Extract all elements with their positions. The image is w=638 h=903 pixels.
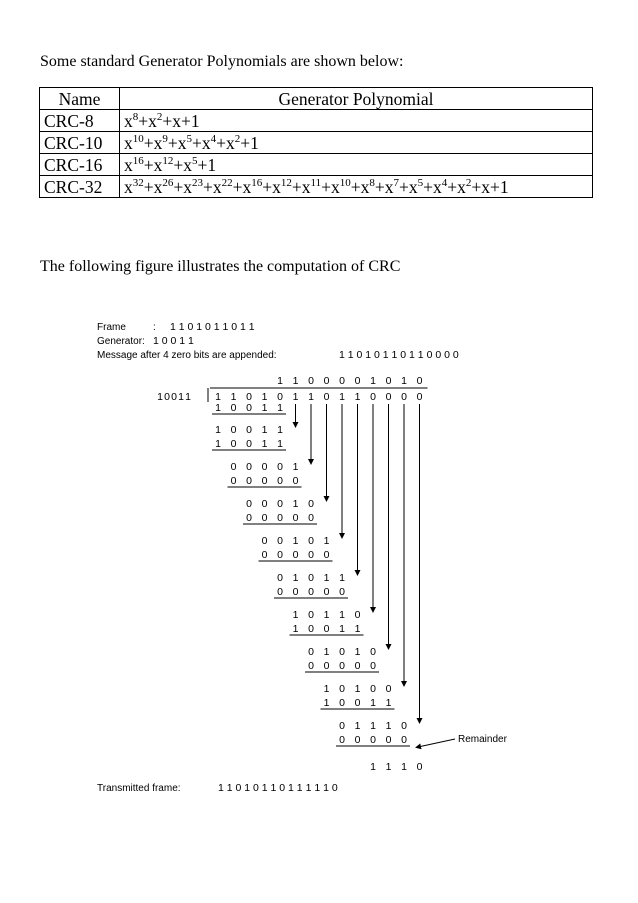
step-subtrahend-digit: 0	[292, 512, 299, 524]
step-partial-digit: 1	[354, 683, 361, 695]
dividend-digit: 0	[323, 391, 330, 403]
remainder-label: Remainder	[458, 734, 507, 745]
quotient-digit: 1	[277, 375, 283, 387]
crc-polynomial: $x^{10}+x^9+x^5+x^4+x^2+1$	[120, 132, 593, 154]
step-subtrahend-digit: 1	[292, 623, 299, 635]
step-subtrahend-digit: 0	[308, 586, 314, 598]
step-subtrahend-digit: 0	[230, 402, 237, 414]
step-subtrahend-digit: 0	[277, 586, 283, 598]
dividend-digit: 1	[354, 391, 361, 403]
step-subtrahend-digit: 0	[292, 475, 299, 487]
remainder-digit: 1	[385, 761, 392, 773]
step-partial-digit: 1	[354, 646, 361, 658]
step-subtrahend-digit: 0	[230, 475, 237, 487]
divisor-digit: 1	[157, 391, 163, 403]
crc-polynomial: $x^{16}+x^{12}+x^5+1$	[120, 154, 593, 176]
step-partial-digit: 0	[261, 461, 268, 473]
step-partial-digit: 1	[292, 572, 299, 584]
step-partial-digit: 1	[370, 720, 376, 732]
step-partial-digit: 0	[277, 572, 283, 584]
step-subtrahend-digit: 0	[339, 660, 345, 672]
step-partial-digit: 0	[370, 646, 376, 658]
step-partial-digit: 0	[246, 498, 252, 510]
step-subtrahend-digit: 0	[292, 549, 299, 561]
remainder-digit: 1	[370, 761, 376, 773]
step-subtrahend-digit: 1	[261, 402, 268, 414]
step-partial-digit: 0	[308, 609, 314, 621]
dividend-digit: 1	[215, 391, 221, 403]
step-subtrahend-digit: 0	[339, 734, 345, 746]
dividend-digit: 0	[246, 391, 252, 403]
step-partial-digit: 1	[261, 424, 268, 436]
step-subtrahend-digit: 0	[354, 734, 361, 746]
step-partial-digit: 0	[261, 498, 268, 510]
crc-name: CRC-10	[40, 132, 120, 154]
step-subtrahend-digit: 0	[401, 734, 407, 746]
step-partial-digit: 0	[308, 572, 314, 584]
step-subtrahend-digit: 0	[308, 660, 314, 672]
intro-text: Some standard Generator Polynomials are shown below:	[40, 53, 404, 70]
step-partial-digit: 0	[277, 535, 283, 547]
step-partial-digit: 1	[385, 720, 392, 732]
frame-colon: :	[153, 322, 156, 333]
quotient-digit: 0	[323, 375, 330, 387]
dividend-digit: 0	[416, 391, 423, 403]
dividend-digit: 0	[277, 391, 283, 403]
message-label: Message after 4 zero bits are appended:	[97, 350, 277, 361]
table-row	[40, 110, 593, 132]
step-partial-digit: 0	[308, 498, 314, 510]
step-partial-digit: 1	[292, 609, 299, 621]
table-row	[40, 154, 593, 176]
step-subtrahend-digit: 0	[308, 623, 314, 635]
step-subtrahend-digit: 0	[246, 512, 252, 524]
step-partial-digit: 0	[339, 720, 345, 732]
quotient-digit: 0	[416, 375, 423, 387]
frame-label: Frame	[97, 322, 126, 333]
step-partial-digit: 1	[354, 720, 361, 732]
step-subtrahend-digit: 0	[261, 512, 268, 524]
dividend-digit: 1	[261, 391, 268, 403]
table-row	[40, 132, 593, 154]
step-subtrahend-digit: 1	[323, 697, 330, 709]
step-partial-digit: 0	[401, 720, 407, 732]
quotient-digit: 0	[308, 375, 314, 387]
step-partial-digit: 0	[308, 646, 314, 658]
divisor-digit: 0	[171, 391, 177, 403]
remainder-pointer	[418, 739, 455, 747]
step-subtrahend-digit: 0	[261, 549, 268, 561]
step-subtrahend-digit: 0	[370, 734, 376, 746]
step-partial-digit: 0	[339, 683, 345, 695]
dividend-digit: 0	[385, 391, 392, 403]
quotient-digit: 0	[339, 375, 345, 387]
dividend-digit: 1	[230, 391, 237, 403]
step-partial-digit: 1	[323, 609, 330, 621]
header-name: Name	[40, 88, 120, 110]
remainder-digit: 0	[416, 761, 423, 773]
divisor-digit: 1	[185, 391, 191, 403]
crc-polynomial: $x^8+x^2+x+1$	[120, 110, 593, 132]
quotient-digit: 1	[370, 375, 376, 387]
step-partial-digit: 1	[292, 498, 299, 510]
step-partial-digit: 1	[323, 535, 330, 547]
step-subtrahend-digit: 1	[354, 623, 361, 635]
step-subtrahend-digit: 1	[339, 623, 345, 635]
step-subtrahend-digit: 0	[385, 734, 392, 746]
step-subtrahend-digit: 0	[354, 697, 361, 709]
transmitted-bits: 1 1 0 1 0 1 1 0 1 1 1 1 1 0	[218, 782, 338, 794]
divisor-digit: 1	[178, 391, 184, 403]
long-division	[157, 375, 427, 773]
step-subtrahend-digit: 0	[261, 475, 268, 487]
quotient-digit: 1	[401, 375, 407, 387]
step-partial-digit: 1	[215, 424, 221, 436]
table-header-row	[40, 88, 593, 110]
generator-label: Generator:	[97, 336, 145, 347]
frame-bits: 1 1 0 1 0 1 1 0 1 1	[170, 321, 255, 333]
crc-name: CRC-8	[40, 110, 120, 132]
step-subtrahend-digit: 0	[354, 660, 361, 672]
quotient-digit: 0	[354, 375, 361, 387]
step-partial-digit: 0	[339, 646, 345, 658]
step-subtrahend-digit: 0	[370, 660, 376, 672]
step-subtrahend-digit: 0	[339, 697, 345, 709]
remainder-digit: 1	[401, 761, 407, 773]
step-subtrahend-digit: 0	[308, 512, 314, 524]
step-subtrahend-digit: 0	[246, 402, 252, 414]
step-subtrahend-digit: 0	[323, 549, 330, 561]
step-partial-digit: 0	[246, 424, 252, 436]
message-bits: 1 1 0 1 0 1 1 0 1 1 0 0 0 0	[339, 349, 459, 361]
step-subtrahend-digit: 0	[323, 660, 330, 672]
step-subtrahend-digit: 0	[277, 475, 283, 487]
step-partial-digit: 1	[323, 572, 330, 584]
step-partial-digit: 0	[277, 461, 283, 473]
generator-polynomial-table	[39, 87, 593, 198]
step-partial-digit: 0	[308, 535, 314, 547]
step-subtrahend-digit: 1	[215, 438, 221, 450]
step-subtrahend-digit: 0	[277, 512, 283, 524]
step-partial-digit: 0	[370, 683, 376, 695]
step-partial-digit: 1	[277, 424, 283, 436]
step-subtrahend-digit: 0	[323, 623, 330, 635]
dividend-digit: 1	[308, 391, 314, 403]
step-subtrahend-digit: 1	[215, 402, 221, 414]
crc-name: CRC-32	[40, 176, 120, 198]
table-row	[40, 176, 593, 198]
quotient-digit: 1	[292, 375, 299, 387]
crc-polynomial: $x^{32}+x^{26}+x^{23}+x^{22}+x^{16}+x^{12}+x^{11}+x^{10}+x^8+x^7+x^5+x^4+x^2+x+1$	[120, 176, 593, 198]
step-partial-digit: 1	[339, 572, 345, 584]
step-subtrahend-digit: 0	[308, 549, 314, 561]
step-partial-digit: 0	[230, 461, 237, 473]
step-subtrahend-digit: 0	[246, 475, 252, 487]
step-subtrahend-digit: 1	[261, 438, 268, 450]
step-partial-digit: 0	[246, 461, 252, 473]
step-subtrahend-digit: 0	[277, 549, 283, 561]
header-polynomial: Generator Polynomial	[120, 88, 593, 110]
step-subtrahend-digit: 1	[370, 697, 376, 709]
dividend-digit: 1	[292, 391, 299, 403]
dividend-digit: 0	[401, 391, 407, 403]
step-partial-digit: 1	[339, 609, 345, 621]
figure-caption: The following figure illustrates the computation of CRC	[40, 258, 401, 275]
divisor-digit: 0	[164, 391, 170, 403]
dividend-digit: 0	[370, 391, 376, 403]
quotient-digit: 0	[385, 375, 392, 387]
step-partial-digit: 1	[292, 535, 299, 547]
step-subtrahend-digit: 0	[292, 586, 299, 598]
step-partial-digit: 0	[385, 683, 392, 695]
step-partial-digit: 0	[354, 609, 361, 621]
step-subtrahend-digit: 0	[246, 438, 252, 450]
step-partial-digit: 0	[261, 535, 268, 547]
step-partial-digit: 1	[323, 683, 330, 695]
generator-bits: 1 0 0 1 1	[153, 335, 194, 347]
crc-computation-figure	[0, 300, 638, 820]
step-subtrahend-digit: 0	[339, 586, 345, 598]
step-partial-digit: 0	[230, 424, 237, 436]
step-subtrahend-digit: 0	[230, 438, 237, 450]
step-subtrahend-digit: 1	[277, 402, 283, 414]
dividend-digit: 1	[339, 391, 345, 403]
step-subtrahend-digit: 1	[277, 438, 283, 450]
step-partial-digit: 0	[277, 498, 283, 510]
step-partial-digit: 1	[323, 646, 330, 658]
step-partial-digit: 1	[292, 461, 299, 473]
crc-name: CRC-16	[40, 154, 120, 176]
step-subtrahend-digit: 1	[385, 697, 392, 709]
step-subtrahend-digit: 0	[323, 586, 330, 598]
transmitted-label: Transmitted frame:	[97, 783, 181, 794]
